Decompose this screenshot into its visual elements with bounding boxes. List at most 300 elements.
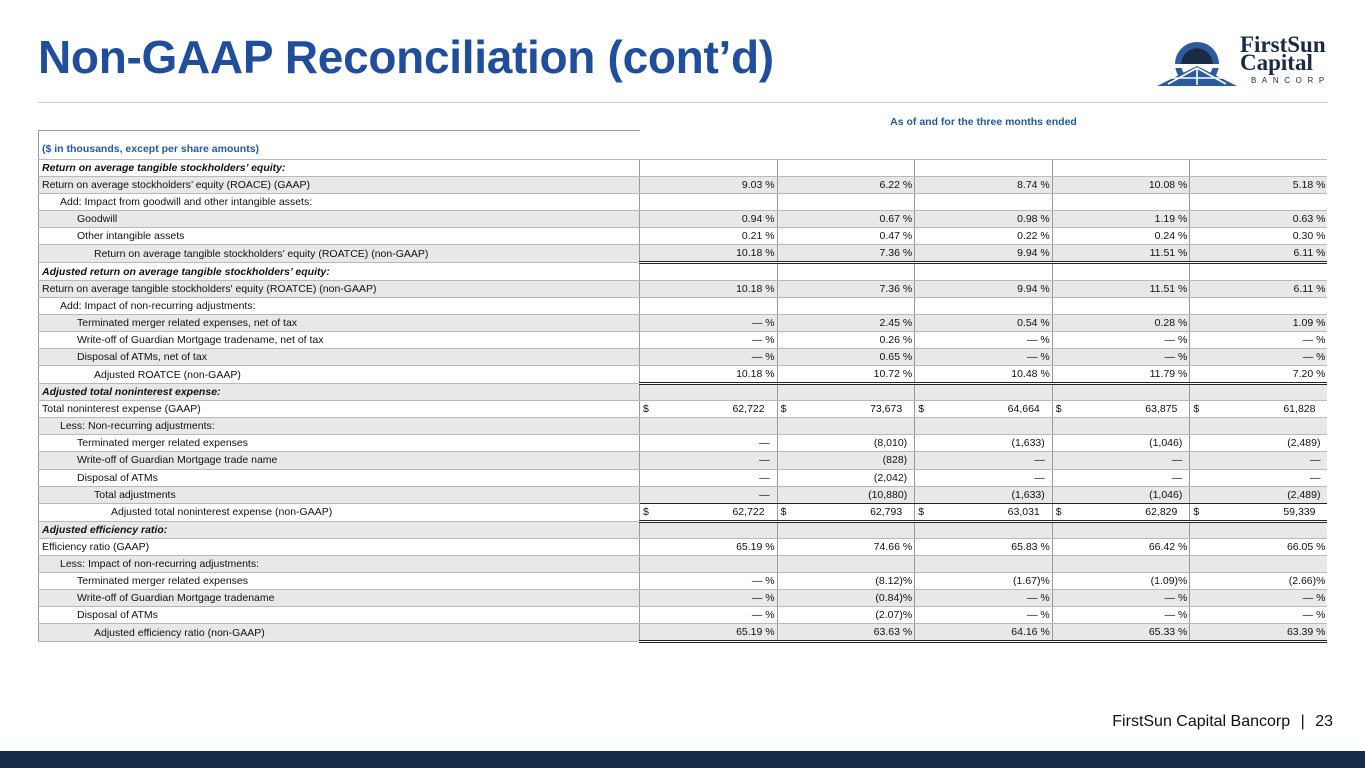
row-value (915, 331, 1053, 348)
footer-bar (0, 751, 1365, 768)
cell-value: — % (751, 609, 775, 622)
cell-value: (1.67)% (1013, 575, 1050, 588)
row-value (640, 503, 778, 521)
cell-value: 11.51 % (1149, 282, 1188, 295)
table-row (39, 366, 1328, 384)
cell-value: — % (1302, 333, 1326, 346)
table-row (39, 280, 1328, 297)
table-row (39, 228, 1328, 245)
row-label: Return on average tangible stockholders' equity (ROATCE) (non-GAAP) (39, 280, 640, 297)
cell-value: 10.48 % (1011, 368, 1050, 381)
currency-symbol: $ (1055, 403, 1062, 416)
cell-value: 11.51 % (1149, 247, 1188, 260)
row-value (640, 624, 778, 642)
row-value (1190, 538, 1328, 555)
cell-value: 10.72 % (873, 368, 913, 381)
cell-value: — % (1027, 609, 1050, 622)
row-label: Total adjustments (39, 486, 640, 503)
row-value (640, 590, 778, 607)
cell-value: 2.45 % (879, 316, 913, 329)
row-value (1052, 263, 1190, 280)
row-label: Terminated merger related expenses (39, 435, 640, 452)
row-value (915, 160, 1053, 177)
cell-value: 62,722 (732, 505, 765, 518)
cell-value: (1.09)% (1150, 575, 1188, 588)
row-value (640, 228, 778, 245)
cell-value: — (1171, 454, 1183, 467)
cell-value: 63,031 (1007, 505, 1040, 518)
row-value (915, 538, 1053, 555)
row-value (915, 384, 1053, 401)
cell-value: 7.20 % (1292, 368, 1326, 381)
column-header-year: 2024 (834, 144, 858, 157)
row-value (915, 245, 1053, 263)
row-value (777, 297, 915, 314)
currency-symbol: $ (780, 505, 787, 518)
cell-value: — (1171, 471, 1183, 484)
table-row (39, 384, 1328, 401)
cell-value: 0.24 % (1154, 230, 1188, 243)
column-header-year: 2024 (1247, 144, 1271, 157)
cell-value: (828) (882, 454, 908, 467)
cell-value: (0.84)% (875, 592, 913, 605)
cell-value: — (759, 437, 770, 450)
logo-wordmark-line2: Capital (1240, 50, 1313, 75)
row-value (915, 555, 1053, 572)
row-value (915, 624, 1053, 642)
row-value (915, 177, 1053, 194)
row-value (777, 435, 915, 452)
row-value (1052, 366, 1190, 384)
cell-value: 10.18 % (736, 368, 775, 381)
row-label: Add: Impact from goodwill and other intangible assets: (39, 194, 640, 211)
cell-value: — (759, 471, 770, 484)
table-row (39, 297, 1328, 314)
cell-value: — % (1302, 592, 1326, 605)
row-value (640, 280, 778, 297)
table-row (39, 435, 1328, 452)
currency-symbol: $ (780, 403, 787, 416)
row-value (1052, 469, 1190, 486)
cell-value: 0.54 % (1017, 316, 1050, 329)
cell-value: 9.94 % (1017, 247, 1050, 260)
cell-value: — % (1164, 609, 1188, 622)
cell-value: — (1034, 454, 1045, 467)
cell-value: — % (1027, 350, 1050, 363)
cell-value: 63,875 (1145, 403, 1178, 416)
currency-symbol: $ (1193, 403, 1200, 416)
cell-value: 65.33 % (1148, 626, 1188, 639)
currency-symbol: $ (918, 505, 925, 518)
row-value (915, 572, 1053, 589)
cell-value: — % (1164, 592, 1188, 605)
row-value (777, 607, 915, 624)
row-label: Write-off of Guardian Mortgage tradename (39, 590, 640, 607)
cell-value: 5.18 % (1292, 179, 1326, 192)
column-header-month: March 31, (684, 132, 733, 145)
row-label: Adjusted efficiency ratio (non-GAAP) (39, 624, 640, 642)
table-row (39, 521, 1328, 538)
row-label: Goodwill (39, 211, 640, 228)
row-value (640, 194, 778, 211)
column-header (640, 131, 778, 160)
cell-value: (2.07)% (875, 609, 913, 622)
row-value (640, 314, 778, 331)
cell-value: 1.19 % (1154, 213, 1188, 226)
row-value (1052, 435, 1190, 452)
cell-value: (10,880) (868, 488, 908, 501)
table-row (39, 469, 1328, 486)
currency-symbol: $ (643, 505, 649, 518)
cell-value: 7.36 % (879, 282, 913, 295)
cell-value: (2,489) (1287, 488, 1321, 501)
row-label: Return on average stockholders’ equity (ROACE) (GAAP) (39, 177, 640, 194)
column-header-month: March 31, (1234, 132, 1284, 145)
currency-symbol: $ (643, 403, 649, 416)
row-value (1052, 280, 1190, 297)
row-value (777, 211, 915, 228)
row-value (1190, 503, 1328, 521)
label-column-header: ($ in thousands, except per share amounts) (39, 131, 640, 160)
cell-value: 73,673 (870, 403, 903, 416)
row-value (1052, 538, 1190, 555)
row-value (915, 263, 1053, 280)
row-label: Adjusted total noninterest expense: (39, 384, 640, 401)
row-value (777, 590, 915, 607)
cell-value: — (1309, 471, 1321, 484)
table-body (39, 160, 1328, 642)
row-label: Efficiency ratio (GAAP) (39, 538, 640, 555)
cell-value: 10.18 % (736, 247, 775, 260)
cell-value: — % (1027, 333, 1050, 346)
reconciliation-table (38, 130, 1327, 643)
row-value (1052, 160, 1190, 177)
row-value (1190, 435, 1328, 452)
row-value (1052, 607, 1190, 624)
row-value (1190, 245, 1328, 263)
table-row (39, 348, 1328, 365)
table-row (39, 314, 1328, 331)
row-value (640, 555, 778, 572)
row-value (777, 521, 915, 538)
row-label: Write-off of Guardian Mortgage tradename, net of tax (39, 331, 640, 348)
table-row (39, 401, 1328, 418)
row-value (1052, 503, 1190, 521)
cell-value: 65.83 % (1011, 540, 1050, 553)
row-value (915, 401, 1053, 418)
row-value (1052, 486, 1190, 503)
table-row (39, 263, 1328, 280)
footer-separator: | (1300, 713, 1305, 730)
row-label: Adjusted total noninterest expense (non-GAAP) (39, 503, 640, 521)
row-label: Terminated merger related expenses (39, 572, 640, 589)
footer-company: FirstSun Capital Bancorp (1112, 713, 1291, 730)
logo-wordmark-line3: BANCORP (1251, 76, 1330, 85)
row-value (915, 280, 1053, 297)
column-header-month: September 30, (947, 132, 1020, 145)
table-row (39, 211, 1328, 228)
row-label: Disposal of ATMs, net of tax (39, 348, 640, 365)
row-value (1190, 401, 1328, 418)
cell-value: 0.94 % (741, 213, 775, 226)
cell-value: (2.66)% (1288, 575, 1326, 588)
page-title: Non-GAAP Reconciliation (cont’d) (38, 31, 774, 83)
cell-value: — % (751, 316, 775, 329)
row-value (1190, 572, 1328, 589)
row-value (915, 418, 1053, 435)
page-number: 23 (1315, 713, 1333, 730)
row-value (777, 280, 915, 297)
row-value (915, 503, 1053, 521)
row-value (640, 331, 778, 348)
row-value (1052, 177, 1190, 194)
currency-symbol: $ (918, 403, 925, 416)
row-value (640, 348, 778, 365)
row-value (915, 521, 1053, 538)
cell-value: — % (751, 333, 775, 346)
row-value (640, 366, 778, 384)
cell-value: 0.22 % (1017, 230, 1050, 243)
row-label: Disposal of ATMs (39, 469, 640, 486)
cell-value: 62,722 (732, 403, 765, 416)
row-value (777, 331, 915, 348)
row-value (777, 314, 915, 331)
cell-value: (8.12)% (875, 575, 913, 588)
row-value (777, 228, 915, 245)
row-value (640, 486, 778, 503)
cell-value: 8.74 % (1017, 179, 1050, 192)
cell-value: (8,010) (873, 437, 908, 450)
row-value (915, 314, 1053, 331)
cell-value: — (759, 488, 770, 501)
row-value (915, 452, 1053, 469)
row-value (777, 555, 915, 572)
cell-value: 10.18 % (736, 282, 775, 295)
row-value (640, 469, 778, 486)
cell-value: 9.03 % (741, 179, 775, 192)
row-value (1190, 366, 1328, 384)
row-value (640, 401, 778, 418)
row-value (1190, 160, 1328, 177)
row-value (915, 590, 1053, 607)
row-value (1190, 228, 1328, 245)
logo-wordmark-line1: FirstSun (1240, 32, 1326, 57)
row-value (777, 263, 915, 280)
row-value (1190, 211, 1328, 228)
table-row (39, 503, 1328, 521)
row-value (915, 348, 1053, 365)
cell-value: 1.09 % (1292, 316, 1326, 329)
row-value (777, 366, 915, 384)
row-value (1190, 624, 1328, 642)
cell-value: 0.67 % (879, 213, 913, 226)
row-label: Return on average tangible stockholders’ equity (ROATCE) (non-GAAP) (39, 245, 640, 263)
cell-value: 63.39 % (1286, 626, 1326, 639)
row-value (1190, 469, 1328, 486)
row-value (1190, 607, 1328, 624)
row-value (640, 384, 778, 401)
row-value (1190, 297, 1328, 314)
cell-value: 66.42 % (1148, 540, 1188, 553)
cell-value: (1,633) (1011, 437, 1045, 450)
row-value (915, 194, 1053, 211)
table-row (39, 555, 1328, 572)
cell-value: 59,339 (1283, 505, 1316, 518)
cell-value: 7.36 % (879, 247, 913, 260)
currency-symbol: $ (1193, 505, 1200, 518)
cell-value: 62,793 (870, 505, 903, 518)
column-header-year: 2024 (971, 144, 996, 157)
row-value (777, 486, 915, 503)
cell-value: 0.21 % (741, 230, 775, 243)
row-value (1052, 314, 1190, 331)
table-row (39, 245, 1328, 263)
row-value (1052, 555, 1190, 572)
table-row (39, 194, 1328, 211)
column-header-month: December 31, (811, 132, 881, 145)
row-label: Return on average tangible stockholders’ equity: (39, 160, 640, 177)
row-value (777, 348, 915, 365)
column-header (1190, 131, 1328, 160)
row-value (1190, 177, 1328, 194)
row-value (1052, 245, 1190, 263)
table-header-row (39, 131, 1328, 160)
row-value (777, 538, 915, 555)
cell-value: 9.94 % (1017, 282, 1050, 295)
cell-value: 0.63 % (1292, 213, 1326, 226)
row-value (915, 211, 1053, 228)
column-header (777, 131, 915, 160)
row-label: Terminated merger related expenses, net of tax (39, 314, 640, 331)
row-label: Less: Non-recurring adjustments: (39, 418, 640, 435)
row-value (1190, 263, 1328, 280)
row-value (777, 160, 915, 177)
row-label: Adjusted return on average tangible stockholders’ equity: (39, 263, 640, 280)
cell-value: — (1309, 454, 1321, 467)
row-value (1052, 211, 1190, 228)
row-value (777, 401, 915, 418)
row-label: Adjusted efficiency ratio: (39, 521, 640, 538)
row-value (915, 366, 1053, 384)
row-value (1190, 331, 1328, 348)
row-value (1190, 590, 1328, 607)
cell-value: 62,829 (1145, 505, 1178, 518)
cell-value: — % (751, 350, 775, 363)
row-value (915, 486, 1053, 503)
cell-value: — (1034, 471, 1045, 484)
row-label: Other intangible assets (39, 228, 640, 245)
row-value (777, 503, 915, 521)
table-row (39, 607, 1328, 624)
table-row (39, 538, 1328, 555)
cell-value: — % (1027, 592, 1050, 605)
cell-value: 74.66 % (873, 540, 913, 553)
cell-value: 0.26 % (879, 333, 913, 346)
row-value (915, 469, 1053, 486)
table-row (39, 590, 1328, 607)
cell-value: 0.65 % (879, 350, 913, 363)
row-label: Disposal of ATMs (39, 607, 640, 624)
row-value (777, 418, 915, 435)
cell-value: 66.05 % (1286, 540, 1326, 553)
cell-value: — % (1302, 350, 1326, 363)
row-value (1190, 280, 1328, 297)
row-value (1052, 572, 1190, 589)
row-label: Write-off of Guardian Mortgage trade name (39, 452, 640, 469)
row-value (1052, 297, 1190, 314)
column-header (915, 131, 1053, 160)
title-divider (38, 102, 1328, 103)
currency-symbol: $ (1055, 505, 1062, 518)
row-value (1190, 521, 1328, 538)
row-value (640, 452, 778, 469)
table-row (39, 331, 1328, 348)
row-value (1190, 486, 1328, 503)
cell-value: 11.79 % (1149, 368, 1188, 381)
cell-value: — (759, 454, 770, 467)
row-value (1052, 590, 1190, 607)
row-value (1190, 452, 1328, 469)
row-label: Adjusted ROATCE (non-GAAP) (39, 366, 640, 384)
column-header-year: 2025 (696, 144, 720, 157)
row-value (1052, 624, 1190, 642)
cell-value: (2,489) (1287, 437, 1321, 450)
row-value (640, 435, 778, 452)
period-group-header: As of and for the three months ended (890, 116, 1077, 128)
row-value (640, 297, 778, 314)
row-label: Add: Impact of non-recurring adjustments: (39, 297, 640, 314)
column-header-year: 2024 (1109, 144, 1133, 157)
row-value (1190, 194, 1328, 211)
cell-value: (2,042) (873, 471, 908, 484)
table-row (39, 418, 1328, 435)
cell-value: 6.11 % (1293, 247, 1326, 260)
row-value (777, 194, 915, 211)
row-value (1052, 452, 1190, 469)
footer-label (1112, 713, 1333, 731)
row-value (777, 624, 915, 642)
row-value (1190, 555, 1328, 572)
cell-value: 61,828 (1283, 403, 1316, 416)
row-value (777, 572, 915, 589)
row-value (1190, 384, 1328, 401)
cell-value: 63.63 % (873, 626, 913, 639)
cell-value: 6.22 % (879, 179, 913, 192)
row-value (640, 160, 778, 177)
row-value (915, 435, 1053, 452)
cell-value: (1,046) (1149, 488, 1183, 501)
row-value (915, 607, 1053, 624)
cell-value: 0.98 % (1017, 213, 1050, 226)
row-value (640, 177, 778, 194)
table-row (39, 486, 1328, 503)
row-label: Less: Impact of non-recurring adjustments: (39, 555, 640, 572)
cell-value: — % (751, 592, 775, 605)
table-row (39, 177, 1328, 194)
row-value (777, 177, 915, 194)
cell-value: 64.16 % (1011, 626, 1050, 639)
row-value (915, 297, 1053, 314)
row-value (777, 384, 915, 401)
cell-value: 65.19 % (736, 540, 775, 553)
row-value (1190, 348, 1328, 365)
row-value (640, 211, 778, 228)
row-value (640, 263, 778, 280)
column-header (1052, 131, 1190, 160)
row-label: Total noninterest expense (GAAP) (39, 401, 640, 418)
row-value (640, 538, 778, 555)
row-value (777, 452, 915, 469)
